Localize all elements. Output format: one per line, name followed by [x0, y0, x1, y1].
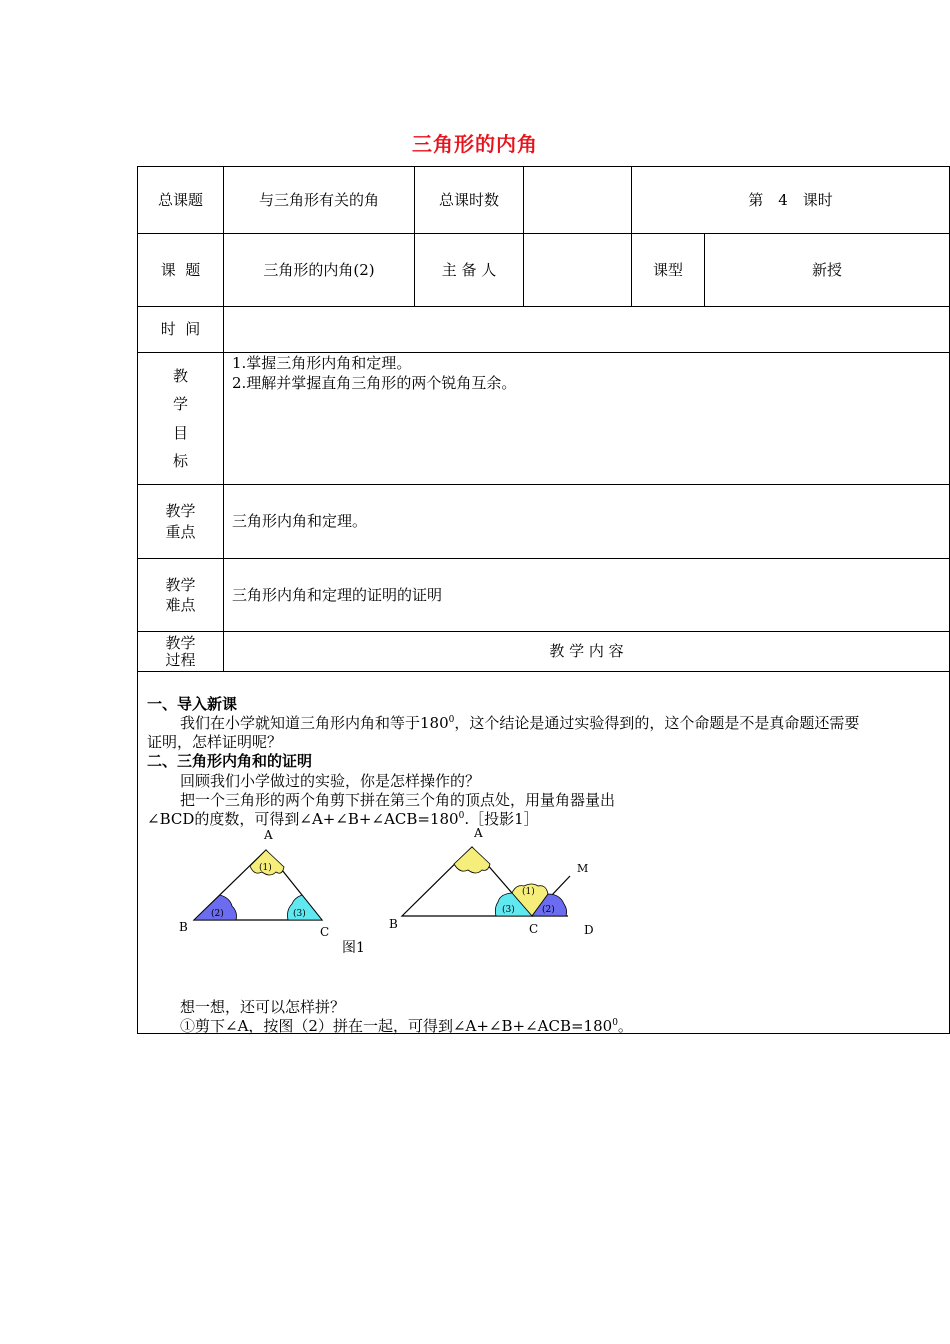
label-time: 时 间 [137, 306, 224, 353]
left-triangle [179, 828, 329, 939]
label-course: 总课题 [137, 166, 224, 234]
section2-line2: 把一个三角形的两个角剪下拼在第三个角的顶点处，用量角器量出 [180, 791, 616, 809]
text: 我们在小学就知道三角形内角和等于180 [180, 714, 449, 732]
text: 。 [617, 1017, 633, 1035]
text: .［投影1］ [464, 810, 539, 828]
vertex-label-b: B [389, 917, 398, 931]
goal-item: 2.理解并掌握直角三角形的两个锐角互余。 [232, 374, 517, 393]
text: ，这个结论是通过实验得到的，这个命题是不是真命题还需要 [454, 714, 860, 732]
goal-item: 1.掌握三角形内角和定理。 [232, 354, 412, 372]
section2-line1: 回顾我们小学做过的实验，你是怎样操作的？ [180, 772, 481, 790]
figure-1 [170, 826, 610, 960]
label-line: 教学 [165, 575, 196, 594]
preparer [523, 233, 632, 307]
label-difficulties [137, 558, 224, 632]
figure-caption: 图1 [342, 940, 365, 956]
section1-heading: 一、导入新课 [147, 695, 238, 713]
time-value [223, 306, 950, 353]
superscript: 0 [458, 811, 465, 821]
label-line: 教学 [165, 502, 196, 521]
vertex-label-d: D [584, 923, 594, 937]
page-title: 三角形的内角 [412, 132, 538, 156]
section1-paragraph-cont: 证明，怎样证明呢？ [147, 733, 283, 751]
label-goals [137, 352, 224, 485]
vertex-label-a: A [264, 828, 273, 842]
label-goals-char: 教 [172, 367, 188, 385]
angle-label: (3) [293, 909, 306, 919]
angle-label: (3) [502, 905, 515, 915]
lesson-number: 第 4 课时 [631, 166, 950, 234]
lesson-topic: 三角形的内角(2) [223, 233, 415, 307]
superscript: 0 [612, 1018, 618, 1028]
angle-label: (1) [522, 887, 535, 897]
text: ①剪下∠A，按图（2）拼在一起，可得到∠A+∠B+∠ACB=180 [180, 1017, 613, 1035]
difficulties-text: 三角形内角和定理的证明的证明 [223, 558, 950, 632]
angle-1-top [454, 847, 490, 873]
vertex-label-a: A [474, 826, 483, 840]
label-process [137, 631, 224, 672]
superscript: 0 [448, 715, 455, 725]
label-preparer: 主 备 人 [414, 233, 524, 307]
text: ∠BCD的度数，可得到∠A+∠B+∠ACB=180 [147, 810, 459, 828]
total-hours [523, 166, 632, 234]
section2-heading: 二、三角形内角和的证明 [147, 752, 313, 770]
vertex-label-b: B [179, 920, 188, 934]
vertex-label-c: C [529, 922, 539, 936]
label-line: 难点 [165, 596, 196, 614]
label-goals-char: 目 [172, 423, 188, 442]
right-triangle [389, 826, 594, 937]
vertex-label-m: M [577, 862, 589, 875]
method-1 [180, 1015, 633, 1036]
label-goals-char: 学 [172, 395, 188, 414]
angle-label: (2) [211, 909, 224, 919]
think-line: 想一想，还可以怎样拼？ [180, 998, 346, 1016]
goals-content [223, 352, 950, 485]
content-header: 教 学 内 容 [223, 631, 950, 672]
label-total-hours: 总课时数 [414, 166, 524, 234]
vertex-label-c: C [320, 925, 330, 939]
label-goals-char: 标 [172, 451, 188, 470]
key-points-text: 三角形内角和定理。 [223, 484, 950, 559]
course-topic: 与三角形有关的角 [223, 166, 415, 234]
label-line: 过程 [165, 650, 196, 669]
section1-paragraph [180, 712, 859, 733]
label-type: 课型 [631, 233, 705, 307]
angle-label: (2) [542, 905, 555, 915]
label-lesson: 课 题 [137, 233, 224, 307]
lesson-type: 新授 [704, 233, 950, 307]
label-line: 教学 [165, 634, 196, 652]
angle-label: (1) [259, 863, 272, 873]
label-key-points [137, 484, 224, 559]
label-line: 重点 [165, 522, 196, 541]
